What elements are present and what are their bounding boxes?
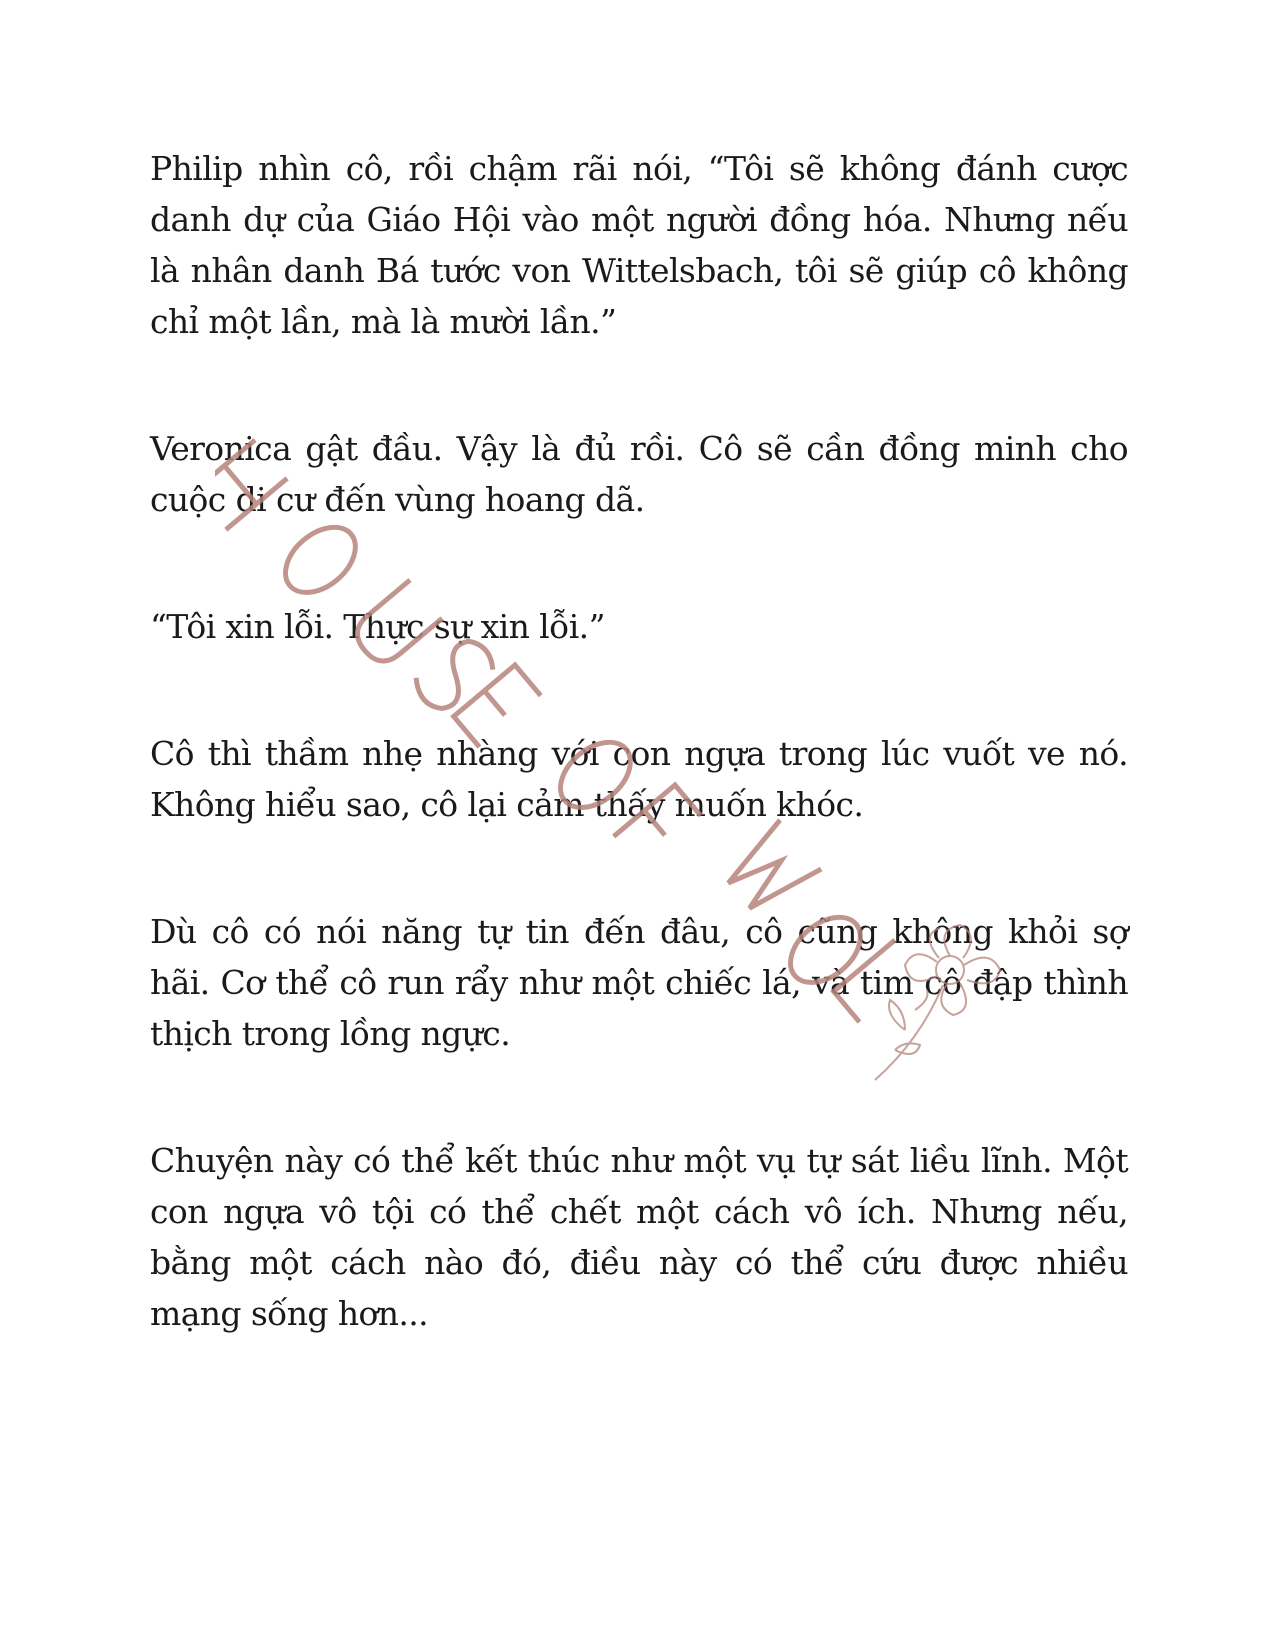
paragraph-1: Philip nhìn cô, rồi chậm rãi nói, “Tôi sẽ không đánh cược danh dự của Giáo Hội vào một người đồng hóa. Nhưng nếu là nhân danh Bá tước von Wittelsbach, tôi sẽ giúp cô không chỉ một lần, mà là mười lần.” [150, 149, 1128, 341]
paragraph-2: Veronica gật đầu. Vậy là đủ rồi. Cô sẽ cần đồng minh cho cuộc di cư đến vùng hoang dã. [150, 429, 1128, 519]
paragraph-6: Chuyện này có thể kết thúc như một vụ tự sát liều lĩnh. Một con ngựa vô tội có thể chết một cách vô ích. Nhưng nếu, bằng một cách nào đó, điều này có thể cứu được nhiều mạng sống hơn... [150, 1141, 1128, 1333]
paragraph-4: Cô thì thầm nhẹ nhàng với con ngựa trong lúc vuốt ve nó. Không hiểu sao, cô lại cảm thấy muốn khóc. [150, 734, 1128, 824]
paragraph-5: Dù cô có nói năng tự tin đến đâu, cô cũng không khỏi sợ hãi. Cơ thể cô run rẩy như một chiếc lá, và tim cô đập thình thịch trong lồng ngực. [150, 912, 1128, 1053]
paragraph-3: “Tôi xin lỗi. Thực sự xin lỗi.” [150, 607, 605, 646]
document-body [150, 143, 1128, 1339]
